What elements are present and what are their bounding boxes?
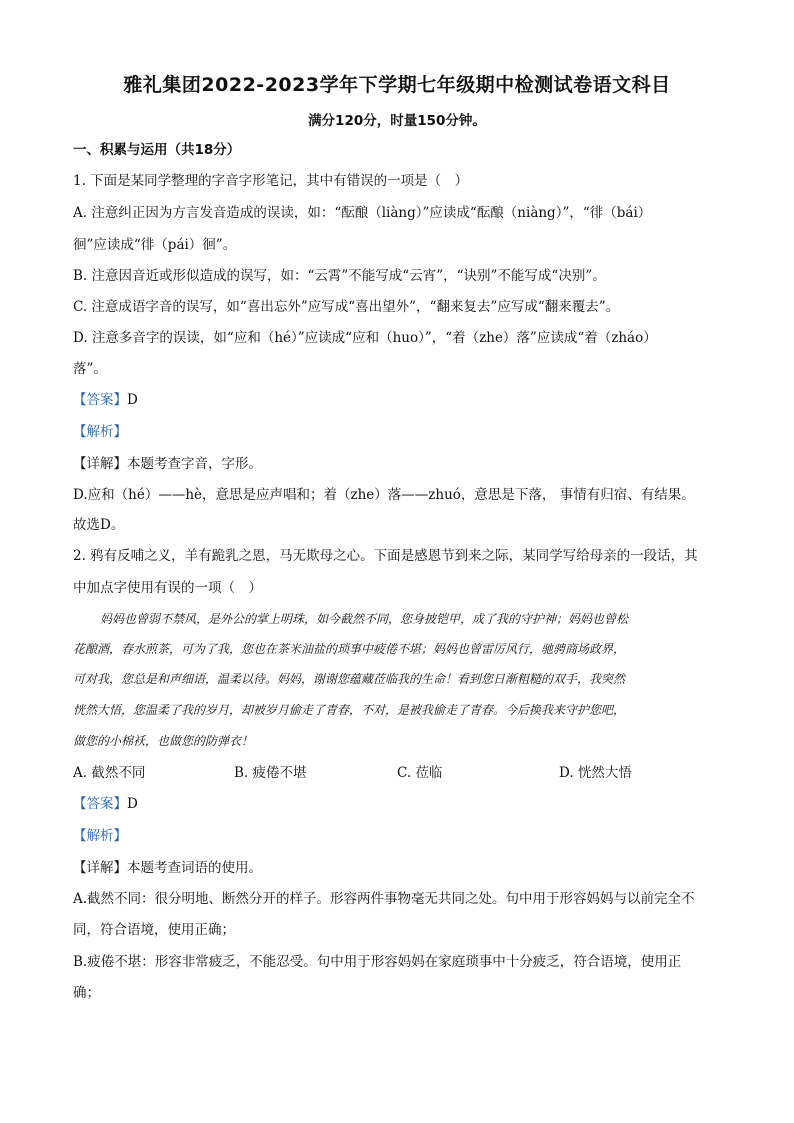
answer-label: 【答案】 (73, 392, 127, 408)
explanation-b: B.疲倦不堪：形容非常疲乏，不能忍受。句中用于形容妈妈在家庭琐事中十分疲乏，符合语境，使用正 (73, 954, 682, 970)
question-2-option-b: B. 疲倦不堪 (234, 765, 307, 781)
question-1-option-c: C. 注意成语字音的误写，如“喜出忘外”应写成“喜出望外”，“翻来复去”应写成“翻来覆去”。 (73, 299, 620, 315)
question-2-analysis-label: 【解析】 (73, 828, 127, 844)
section-heading: 一、积累与运用（共18分） (73, 142, 241, 158)
question-2-stem: 2. 鸦有反哺之义，羊有跪乳之恩，马无欺母之心。下面是感恩节到来之际，某同学写给母亲的一段话，其 (73, 548, 698, 564)
question-2-option-c: C. 莅临 (397, 765, 443, 781)
question-1-detail (73, 455, 723, 473)
question-1-answer (73, 391, 723, 409)
question-2-option-a: A. 截然不同 (73, 765, 146, 781)
question-1-option-b: B. 注意因音近或形似造成的误写，如：“云霄”不能写成“云宵”，“诀别”不能写成“决别”。 (73, 268, 606, 284)
question-1-option-a-cont: 徊”应读成“徘（pái）徊”。 (73, 237, 237, 253)
explanation-a: A.截然不同：很分明地、断然分开的样子。形容两件事物毫无共同之处。句中用于形容妈妈与以前完全不 (73, 891, 695, 907)
detail-text: 本题考查字音，字形。 (127, 456, 262, 472)
answer-value: D (127, 796, 138, 812)
detail-text: 本题考查词语的使用。 (127, 860, 262, 876)
passage-line-4: 恍然大悟，您温柔了我的岁月，却被岁月偷走了青春，不对，是被我偷走了青春。今后换我来守护您吧， (73, 703, 626, 717)
detail-label: 【详解】 (73, 860, 127, 876)
question-2-stem-cont: 中加点字使用有误的一项（ ） (73, 580, 262, 596)
detail-label: 【详解】 (73, 456, 127, 472)
explanation-b-cont: 确； (73, 985, 100, 1001)
answer-value: D (127, 392, 138, 408)
question-1-option-a: A. 注意纠正因为方言发音造成的误读，如：“酝酿（liàng）”应读成“酝酿（niàng）”，“徘（bái） (73, 205, 652, 221)
answer-label: 【答案】 (73, 796, 127, 812)
passage-line-3: 可对我，您总是和声细语，温柔以待。妈妈，谢谢您蕴藏莅临我的生命！看到您日渐粗糙的双手，我突然 (73, 672, 626, 686)
question-1-option-d: D. 注意多音字的误读，如“应和（hé）”应读成“应和（huo）”，“着（zhe）落”应读成“着（zháo） (73, 330, 657, 346)
explanation-a-cont: 同，符合语境，使用正确； (73, 922, 235, 938)
question-1-analysis-label: 【解析】 (73, 424, 127, 440)
question-2-answer (73, 795, 723, 813)
passage-line-1: 妈妈也曾弱不禁风，是外公的掌上明珠，如今截然不同，您身披铠甲，成了我的守护神；妈妈也曾松 (100, 612, 629, 626)
question-2-detail (73, 859, 723, 877)
question-1-conclusion: 故选D。 (73, 517, 125, 533)
question-2-option-d: D. 恍然大悟 (559, 765, 632, 781)
question-1-detail-line-2: D.应和（hé）——hè，意思是应声唱和；着（zhe）落——zhuó，意思是下落， 事情有归宿、有结果。 (73, 487, 695, 503)
page-title: 雅礼集团2022-2023学年下学期七年级期中检测试卷语文科目 (123, 74, 671, 96)
question-1-stem: 1. 下面是某同学整理的字音字形笔记，其中有错误的一项是（ ） (73, 173, 469, 189)
passage-line-5: 做您的小棉袄，也做您的防弹衣！ (73, 734, 254, 748)
page-subtitle: 满分120分，时量150分钟。 (308, 113, 486, 129)
passage-line-2: 花酿酒，春水煎茶，可为了我，您也在茶米油盐的琐事中疲倦不堪；妈妈也曾雷厉风行，驰骋商场政界， (73, 642, 626, 656)
question-1-option-d-cont: 落”。 (73, 361, 107, 377)
